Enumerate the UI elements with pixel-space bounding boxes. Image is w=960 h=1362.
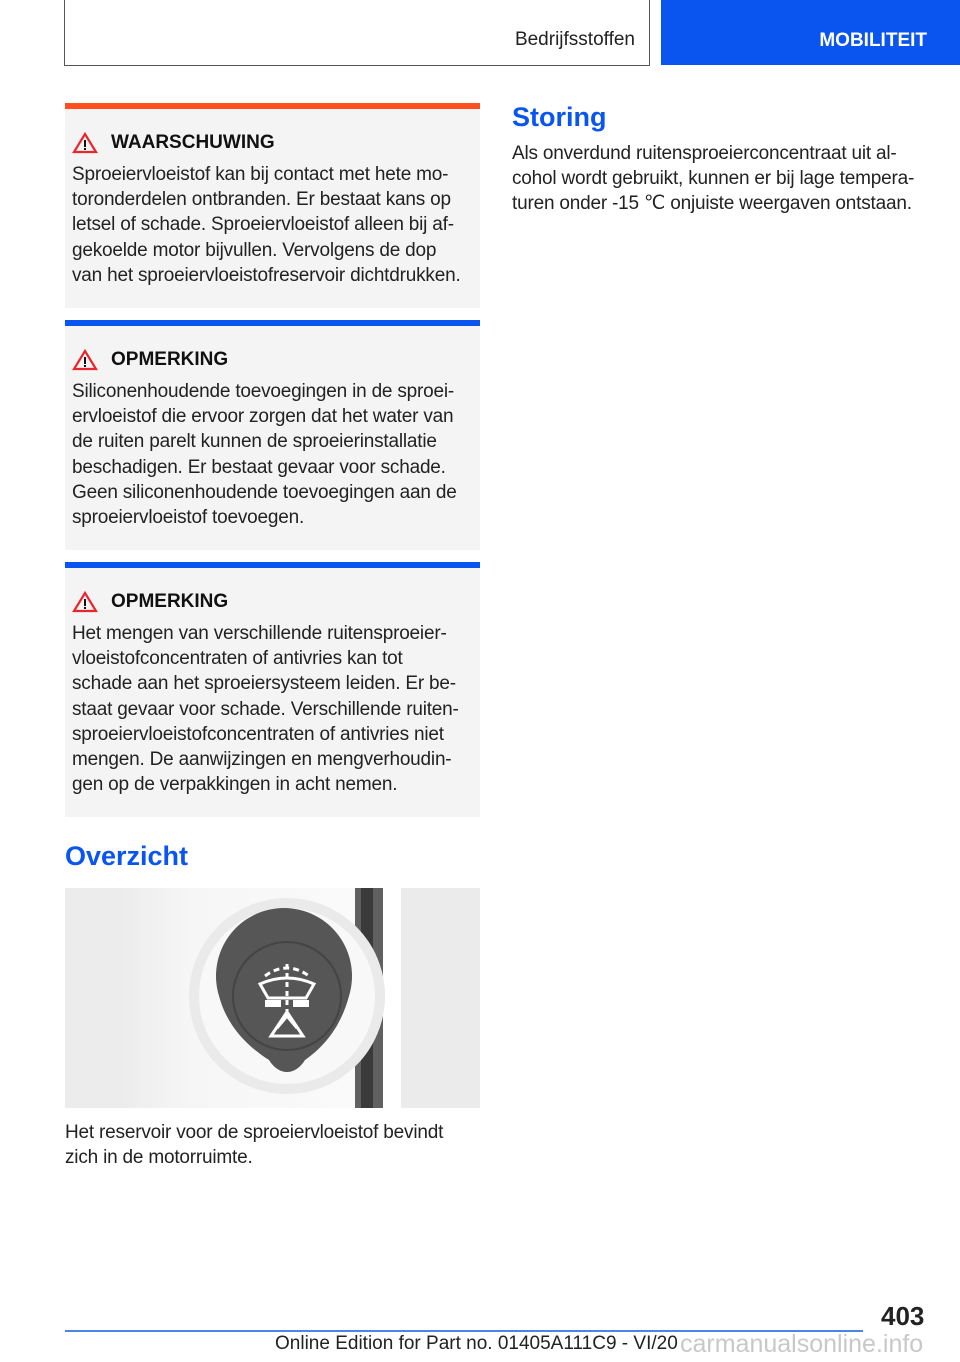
text-line: van het sproeiervloeistofreservoir dichtdrukken. [72, 264, 461, 286]
warning-triangle-icon [72, 349, 98, 371]
text-line: Het mengen van verschillende ruitensproeier- [72, 623, 447, 644]
note-text [72, 621, 480, 797]
overzicht-caption [65, 1120, 443, 1170]
warning-triangle-icon [72, 591, 98, 613]
text-line: vloeistofconcentraten of antivries kan tot [72, 648, 403, 670]
page-number: 403 [881, 1301, 925, 1331]
edition-text: Online Edition for Part no. 01405A111C9 - VI/20 [275, 1333, 678, 1354]
chapter-tab[interactable]: MOBILITEIT [661, 0, 960, 65]
overzicht-heading: Overzicht [65, 841, 189, 871]
text-line: de ruiten parelt kunnen de sproeierinstallatie [72, 431, 437, 453]
note-title: OPMERKING [111, 349, 229, 370]
text-line: letsel of schade. Sproeiervloeistof alleen bij af- [72, 214, 454, 236]
note-title: OPMERKING [111, 591, 229, 612]
note-bar [65, 562, 480, 568]
text-line: gekoelde motor bijvullen. Vervolgens de dop [72, 239, 437, 261]
storing-text [512, 141, 914, 217]
text-line: Siliconenhoudende toevoegingen in de sproei- [72, 381, 455, 402]
text-line: cohol wordt gebruikt, kunnen er bij lage tempera- [512, 168, 915, 190]
warning-title: WAARSCHUWING [111, 132, 275, 153]
storing-heading: Storing [512, 102, 607, 132]
warning-box [65, 103, 480, 308]
text-line: ervloeistof die ervoor zorgen dat het water van [72, 406, 454, 428]
text-line: Het reservoir voor de sproeiervloeistof bevindt [65, 1122, 444, 1143]
text-line: staat gevaar voor schade. Verschillende ruiten- [72, 698, 459, 720]
note-box-1 [65, 320, 480, 550]
note-text [72, 379, 480, 530]
text-line: sproeiervloeistofconcentraten of antivries niet [72, 723, 444, 745]
text-line: Als onverdund ruitensproeierconcentraat uit al- [512, 143, 897, 164]
text-line: sproeiervloeistof toevoegen. [72, 507, 305, 529]
note-box-2 [65, 562, 480, 817]
watermark: carmanualsonline.info [680, 1330, 924, 1358]
text-line: zich in de motorruimte. [65, 1147, 253, 1169]
text-line: schade aan het sproeiersysteem leiden. Er be- [72, 673, 456, 695]
warning-text [72, 162, 480, 288]
note-bar [65, 320, 480, 326]
text-line: mengen. De aanwijzingen en mengverhoudin- [72, 749, 452, 771]
section-title: Bedrijfsstoffen [514, 29, 635, 50]
text-line: beschadigen. Er bestaat gevaar voor schade. [72, 456, 446, 478]
warning-triangle-icon [72, 132, 98, 154]
text-line: Geen siliconenhoudende toevoegingen aan de [72, 481, 457, 503]
text-line: gen op de verpakkingen in acht nemen. [72, 774, 398, 796]
washer-fluid-cap-image [65, 888, 480, 1108]
text-line: Sproeiervloeistof kan bij contact met hete mo- [72, 164, 449, 185]
text-line: turen onder -15 ℃ onjuiste weergaven ontstaan. [512, 193, 912, 215]
warning-bar [65, 103, 480, 109]
text-line: toronderdelen ontbranden. Er bestaat kans op [72, 189, 451, 211]
